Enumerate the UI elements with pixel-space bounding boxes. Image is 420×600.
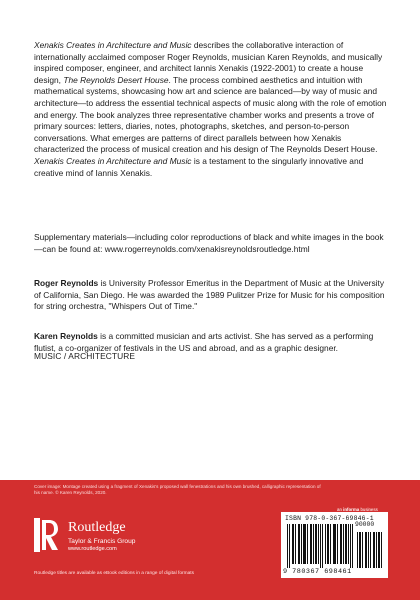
informa-brand: informa — [343, 507, 360, 512]
book-description — [34, 40, 389, 179]
publisher-url[interactable]: www.routledge.com — [68, 546, 117, 552]
description-text-3: is a testament to the singularly innovative and creative mind of Iannis Xenakis. — [34, 155, 364, 178]
barcode-addon: 90000 — [355, 521, 375, 528]
routledge-logo — [34, 518, 174, 558]
informa-prefix: an — [337, 507, 344, 512]
description-text-1: describes the collaborative interaction of internationally acclaimed composer Roger Reynolds, musician Karen Reynolds, and musically inspired composer, engineer, and architect Iannis Xenakis (1922-2001) to create a house design, — [34, 40, 383, 85]
author-bio-roger-text: is University Professor Emeritus in the Department of Music at the University of California, San Diego. He was awarded the 1989 Pulitzer Prize for Music for his composition for string orchestra, "Whispers Out of Time." — [34, 278, 385, 312]
subject-category: MUSIC / ARCHITECTURE — [34, 351, 136, 361]
publisher-group: Taylor & Francis Group — [68, 538, 136, 545]
ebook-note: Routledge titles are available as eBook editions in a range of digital formats — [34, 571, 194, 576]
author-bio-roger — [34, 278, 389, 313]
author-name-roger: Roger Reynolds — [34, 278, 99, 288]
book-title-2: Xenakis Creates in Architecture and Music — [34, 155, 192, 166]
supplementary-materials — [34, 232, 389, 255]
isbn-label: ISBN 978-0-367-69846-1 — [285, 515, 374, 522]
barcode-bars — [285, 524, 384, 568]
author-name-karen: Karen Reynolds — [34, 331, 98, 341]
author-bio-karen-text: is a committed musician and arts activist. She has served as a performing flutist, a co-organizer of festivals in the US and abroad, and as a graphic designer. — [34, 331, 374, 353]
supplementary-text: Supplementary materials—including color reproductions of black and white images in the book—can be found at: www.rogerreynolds.com/xenakisreynoldsroutledge.html — [34, 232, 384, 254]
house-title: The Reynolds Desert House — [63, 74, 169, 85]
isbn-barcode — [281, 512, 388, 578]
routledge-r-icon — [34, 518, 60, 552]
book-title: Xenakis Creates in Architecture and Music — [34, 40, 192, 50]
description-text-2: . The process combined aesthetics and intuition with mathematical systems, showcasing how art and science are balanced—by way of music and architecture—to address the essential technical aspects of music along with the role of emotion and energy. The book analyzes three representative chamber works and presents a trove of primary sources: letters, diaries, notes, photographs, sketches, and person-to-person conversations. What emerges are patterns of direct parallels between how Xenakis characterized the process of musical creation and his design of The Reynolds Desert House. — [34, 74, 387, 155]
barcode-digits: 9 780367 698461 — [283, 568, 352, 576]
cover-credit: Cover image: Montage created using a fragment of Xenakis's proposed wall fenestrations and his own brushed, calligraphic representation of his name. © Karen Reynolds, 2020. — [34, 484, 321, 496]
publisher-name: Routledge — [68, 520, 126, 535]
informa-suffix: business — [359, 507, 378, 512]
